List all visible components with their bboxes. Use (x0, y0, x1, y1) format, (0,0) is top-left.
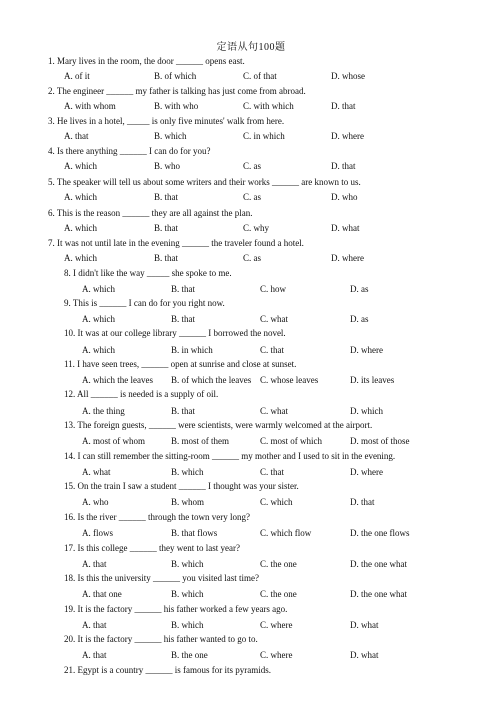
question-stem: 17. Is this college ______ they went to last year? (64, 543, 240, 553)
question-stem: 7. It was not until late in the evening ______ the traveler found a hotel. (48, 238, 304, 248)
answer-option: D. that (350, 497, 375, 507)
page-title: 定语从句100题 (216, 42, 286, 53)
answer-option: C. most of which (260, 436, 322, 446)
answer-option: B. of which (154, 71, 197, 81)
answer-option: C. what (260, 314, 288, 324)
question-stem: 3. He lives in a hotel, _____ is only five minutes' walk from here. (48, 116, 285, 126)
answer-option: D. as (350, 314, 369, 324)
answer-option: C. that (260, 345, 284, 355)
answer-option: C. with which (243, 101, 294, 111)
answer-option: C. as (243, 161, 261, 171)
answer-option: C. of that (243, 71, 277, 81)
answer-option: A. of it (64, 71, 90, 81)
question-stem: 14. I can still remember the sitting-room ______ my mother and I used to sit in the evening. (64, 451, 396, 461)
answer-option: B. that (154, 192, 178, 202)
answer-option: C. in which (243, 131, 285, 141)
answer-option: A. with whom (64, 101, 116, 111)
answer-option: B. most of them (171, 436, 229, 446)
answer-option: A. which (64, 253, 97, 263)
answer-option: B. of which the leaves (171, 375, 252, 385)
question-stem: 19. It is the factory ______ his father worked a few years ago. (64, 604, 288, 614)
answer-option: B. that (171, 314, 195, 324)
answer-option: D. that (331, 161, 356, 171)
answer-option: B. which (171, 467, 204, 477)
question-stem: 10. It was at our college library ______ I borrowed the novel. (64, 328, 286, 338)
answer-option: D. whose (331, 71, 365, 81)
question-stem: 6. This is the reason ______ they are all against the plan. (48, 208, 253, 218)
answer-option: D. which (350, 406, 383, 416)
answer-option: B. which (171, 620, 204, 630)
answer-option: A. the thing (82, 406, 125, 416)
answer-option: A. that (64, 131, 89, 141)
answer-option: D. what (331, 223, 360, 233)
answer-option: D. the one what (350, 559, 407, 569)
answer-option: B. with who (154, 101, 199, 111)
answer-option: C. how (260, 284, 287, 294)
answer-option: C. which (260, 497, 293, 507)
answer-option: D. what (350, 620, 379, 630)
answer-option: C. what (260, 406, 288, 416)
answer-option: B. whom (171, 497, 205, 507)
answer-option: D. where (331, 131, 364, 141)
answer-option: B. the one (171, 650, 208, 660)
answer-option: C. where (260, 650, 293, 660)
answer-option: B. that (171, 406, 195, 416)
answer-option: A. flows (82, 528, 113, 538)
answer-option: B. that (154, 223, 178, 233)
answer-option: C. whose leaves (260, 375, 319, 385)
answer-option: D. most of those (350, 436, 410, 446)
question-stem: 4. Is there anything ______ I can do for you? (48, 146, 211, 156)
answer-option: B. that (171, 284, 195, 294)
answer-option: A. which the leaves (82, 375, 153, 385)
question-stem: 21. Egypt is a country ______ is famous for its pyramids. (64, 665, 271, 675)
answer-option: C. as (243, 253, 261, 263)
question-stem: 8. I didn't like the way _____ she spoke to me. (64, 268, 232, 278)
question-stem: 1. Mary lives in the room, the door ______ opens east. (48, 56, 245, 66)
answer-option: B. in which (171, 345, 213, 355)
answer-option: D. what (350, 650, 379, 660)
answer-option: C. as (243, 192, 261, 202)
answer-option: C. where (260, 620, 293, 630)
answer-option: B. who (154, 161, 181, 171)
answer-option: A. who (82, 497, 109, 507)
answer-option: A. which (64, 161, 97, 171)
answer-option: D. its leaves (350, 375, 395, 385)
answer-option: D. as (350, 284, 369, 294)
answer-option: B. which (154, 131, 187, 141)
answer-option: A. that (82, 620, 107, 630)
answer-option: C. why (243, 223, 270, 233)
answer-option: B. which (171, 589, 204, 599)
answer-option: C. that (260, 467, 284, 477)
question-stem: 2. The engineer ______ my father is talking has just come from abroad. (48, 86, 306, 96)
answer-option: D. that (331, 101, 356, 111)
question-stem: 18. Is this the university ______ you visited last time? (64, 573, 259, 583)
answer-option: A. most of whom (82, 436, 145, 446)
answer-option: C. which flow (260, 528, 312, 538)
answer-option: D. who (331, 192, 358, 202)
answer-option: D. where (331, 253, 364, 263)
question-stem: 15. On the train I saw a student ______ I thought was your sister. (64, 481, 299, 491)
answer-option: D. where (350, 345, 383, 355)
answer-option: D. the one flows (350, 528, 410, 538)
question-stem: 12. All ______ is needed is a supply of oil. (64, 389, 219, 399)
answer-option: A. that (82, 650, 107, 660)
answer-option: A. which (82, 314, 115, 324)
answer-option: B. that flows (171, 528, 218, 538)
answer-option: B. which (171, 559, 204, 569)
answer-option: C. the one (260, 589, 297, 599)
answer-option: A. which (82, 284, 115, 294)
answer-option: A. that (82, 559, 107, 569)
answer-option: A. which (82, 345, 115, 355)
question-stem: 20. It is the factory ______ his father wanted to go to. (64, 634, 258, 644)
answer-option: A. what (82, 467, 111, 477)
answer-option: C. the one (260, 559, 297, 569)
answer-option: A. which (64, 223, 97, 233)
answer-option: A. that one (82, 589, 122, 599)
answer-option: A. which (64, 192, 97, 202)
question-stem: 11. I have seen trees, ______ open at sunrise and close at sunset. (64, 359, 297, 369)
answer-option: D. where (350, 467, 383, 477)
question-stem: 9. This is ______ I can do for you right now. (64, 298, 225, 308)
question-stem: 13. The foreign guests, ______ were scientists, were warmly welcomed at the airport. (64, 420, 373, 430)
question-stem: 5. The speaker will tell us about some writers and their works ______ are known to us. (48, 177, 361, 187)
answer-option: B. that (154, 253, 178, 263)
answer-option: D. the one what (350, 589, 407, 599)
question-stem: 16. Is the river ______ through the town very long? (64, 512, 250, 522)
